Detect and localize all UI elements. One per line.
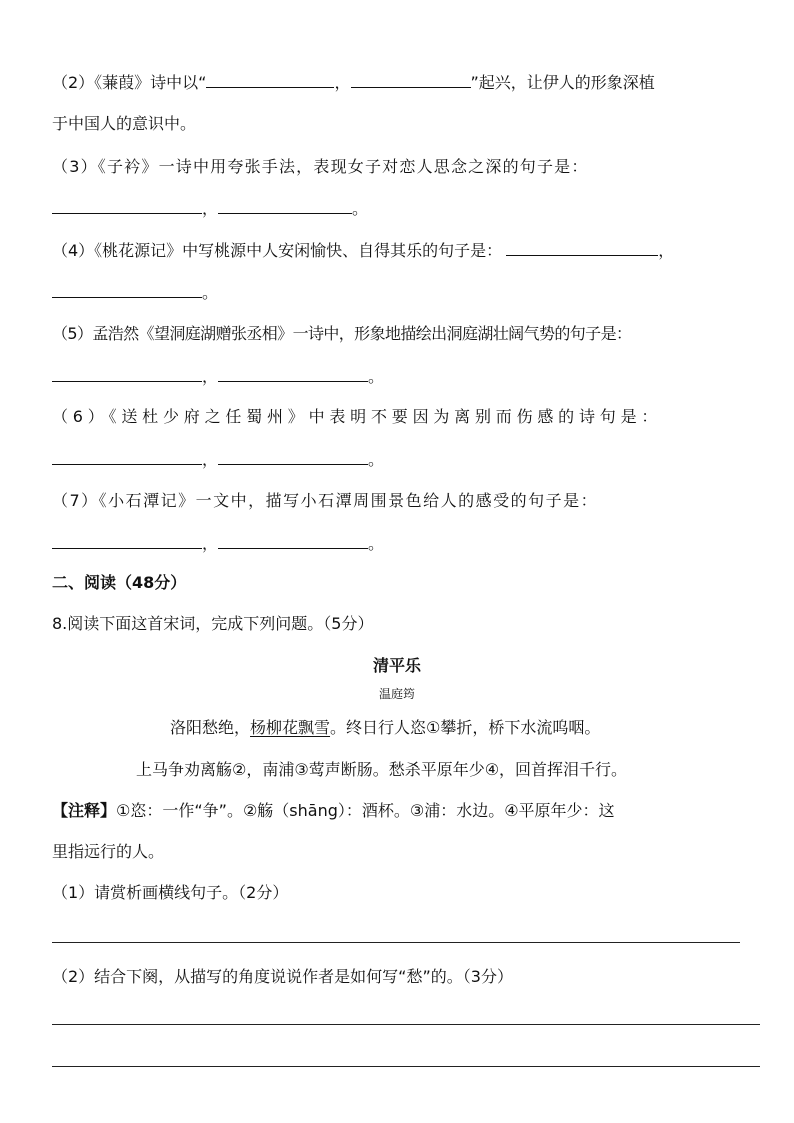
poem-line-1 [170,716,600,740]
poem-line-1-start: 洛阳愁绝， [170,718,251,737]
question-4-text: （4）《桃花源记》中写桃源中人安闲愉快、自得其乐的句子是： [52,241,503,260]
comma: ， [202,199,219,218]
answer-blank[interactable] [218,447,368,465]
annotation-label: 【注释】 [52,801,117,820]
answer-blank[interactable] [351,70,471,88]
period: 。 [352,199,369,218]
poem-line-2: 上马争劝离觞②，南浦③莺声断肠。愁杀平原年少④，回首挥泪千行。 [136,760,628,779]
underlined-sentence: 杨柳花飘雪 [250,718,331,737]
answer-line[interactable] [52,1066,760,1067]
question-4-answer-line [52,280,218,305]
period: 。 [368,367,385,386]
annotation-line [52,799,615,823]
question-7-text: （7）《小石潭记》一文中，描写小石潭周围景色给人的感受的句子是： [52,491,599,510]
comma: ， [202,534,219,553]
answer-blank[interactable] [52,531,202,549]
answer-blank[interactable] [506,238,658,256]
question-3-text: （3）《子衿》一诗中用夸张手法，表现女子对恋人思念之深的句子是： [52,157,589,176]
period: 。 [368,534,385,553]
period: 。 [202,283,219,302]
question-2-cont: 于中国人的意识中。 [52,114,197,133]
section-heading: 二、阅读（48分） [52,573,187,592]
poem-line-1-end: 。终日行人恣①攀折，桥下水流呜咽。 [330,718,601,737]
comma: ， [334,73,351,92]
comma: ， [658,241,675,260]
answer-blank[interactable] [218,196,352,214]
annotation-cont: 里指远行的人。 [52,842,165,861]
comma: ， [202,367,219,386]
answer-blank[interactable] [52,364,202,382]
answer-blank[interactable] [52,280,202,298]
question-8-intro: 8.阅读下面这首宋词，完成下列问题。（5分） [52,614,374,633]
question-7-answer-line [52,531,384,556]
poem-title: 清平乐 [372,656,421,675]
comma: ， [202,450,219,469]
poem-author: 温庭筠 [378,687,415,701]
question-4-line [52,238,674,263]
answer-blank[interactable] [206,70,334,88]
question-2-suffix: ”起兴，让伊人的形象深植 [470,73,655,92]
question-6-answer-line [52,447,384,472]
answer-line[interactable] [52,1024,760,1025]
question-3-answer-line [52,196,368,221]
answer-blank[interactable] [52,447,202,465]
answer-blank[interactable] [52,196,202,214]
question-5-answer-line [52,364,384,389]
sub-question-1: （1）请赏析画横线句子。（2分） [52,883,289,902]
answer-blank[interactable] [218,531,368,549]
period: 。 [368,450,385,469]
question-2-line [52,70,655,95]
question-6-text: （6）《送杜少府之任蜀州》中表明不要因为离别而伤感的诗句是： [52,407,663,426]
question-2-prefix: （2）《蒹葭》诗中以“ [52,73,207,92]
question-5-text: （5）孟浩然《望洞庭湖赠张丞相》一诗中，形象地描绘出洞庭湖壮阔气势的句子是： [52,324,632,343]
annotation-text: ①恣：一作“争”。②觞（shāng）：酒杯。③浦：水边。④平原年少：这 [116,801,615,820]
answer-blank[interactable] [218,364,368,382]
sub-question-2: （2）结合下阕，从描写的角度说说作者是如何写“愁”的。（3分） [52,967,513,986]
answer-line[interactable] [52,942,740,943]
